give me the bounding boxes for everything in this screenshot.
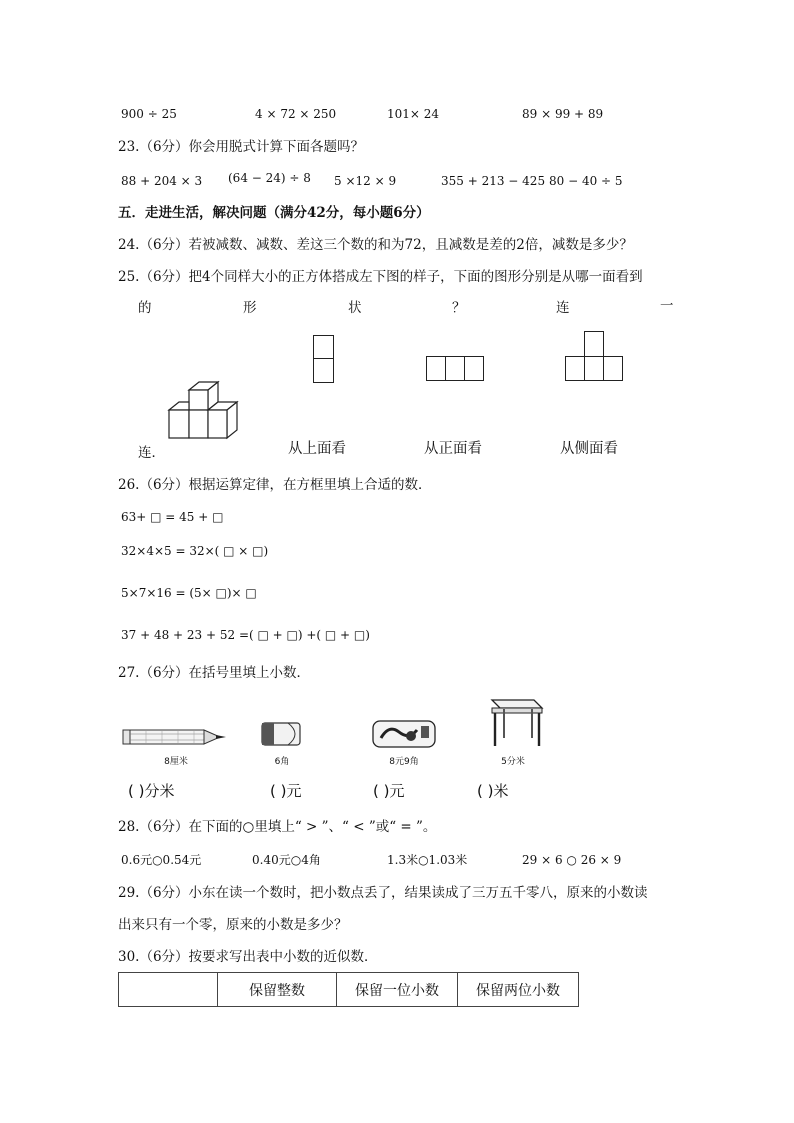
q22-expr-3: 101× 24 bbox=[387, 107, 440, 121]
q26-line-3: 5×7×16 = (5× □)× □ bbox=[121, 586, 257, 600]
pencil-case-label: 8元9角 bbox=[389, 757, 419, 767]
q28-item-3: 1.3米○1.03米 bbox=[387, 853, 468, 867]
front-view-square-1 bbox=[426, 356, 446, 381]
q26-title: 26.（6分）根据运算定律，在方框里填上合适的数． bbox=[118, 477, 432, 493]
q26-line-2: 32×4×5 = 32×( □ × □) bbox=[121, 544, 269, 558]
eraser-label: 6角 bbox=[274, 757, 290, 767]
q28-item-4: 29 × 6 ○ 26 × 9 bbox=[522, 853, 622, 867]
q26-line-1: 63+ □ = 45 + □ bbox=[121, 510, 224, 524]
q26-line-4: 37 + 48 + 23 + 52 =( □ + □) +( □ + □) bbox=[121, 628, 370, 642]
side-view-square-3 bbox=[603, 356, 623, 381]
q23-expr-5: 80 − 40 ÷ 5 bbox=[549, 174, 623, 188]
top-view-square-1 bbox=[313, 335, 334, 359]
q29-line2: 出来只有一个零，原来的小数是多少？ bbox=[118, 917, 348, 933]
q30-title: 30.（6分）按要求写出表中小数的近似数． bbox=[118, 949, 378, 965]
q25-word-5: 连 bbox=[556, 300, 570, 316]
table-header-row bbox=[119, 973, 579, 1007]
q25-word-4: ？ bbox=[452, 300, 466, 316]
answer-blank-yuan-1[interactable]: ( )元 bbox=[270, 782, 302, 800]
cube-stack-figure bbox=[163, 380, 243, 442]
side-view-square-2 bbox=[584, 356, 604, 381]
q25-word-2: 形 bbox=[243, 300, 257, 316]
q25-word-3: 状 bbox=[348, 300, 362, 316]
pencil-label: 8厘米 bbox=[164, 757, 188, 767]
q29-line1: 29.（6分）小东在读一个数时，把小数点丢了，结果读成了三万五千零八，原来的小数读 bbox=[118, 885, 648, 901]
table-header-cell: 保留整数 bbox=[218, 973, 337, 1007]
answer-blank-decimeter[interactable]: ( )分米 bbox=[128, 782, 175, 800]
caption-side-view: 从侧面看 bbox=[560, 441, 618, 457]
side-view-square-1 bbox=[565, 356, 585, 381]
front-view-square-3 bbox=[464, 356, 484, 381]
q28-item-1: 0.6元○0.54元 bbox=[121, 853, 202, 867]
q23-expr-4: 355 + 213 − 425 bbox=[441, 174, 546, 188]
q25-tail: 连． bbox=[138, 445, 165, 461]
answer-blank-meter[interactable]: ( )米 bbox=[477, 782, 509, 800]
stool-icon bbox=[486, 696, 548, 750]
q22-expr-4: 89 × 99 + 89 bbox=[522, 107, 604, 121]
caption-top-view: 从上面看 bbox=[288, 441, 346, 457]
q28-item-2: 0.40元○4角 bbox=[252, 853, 321, 867]
q23-expr-2: (64 − 24) ÷ 8 bbox=[228, 171, 311, 185]
q23-expr-1: 88 + 204 × 3 bbox=[121, 174, 203, 188]
q23-expr-3: 5 ×12 × 9 bbox=[334, 174, 397, 188]
q25-word-1: 的 bbox=[138, 300, 152, 316]
top-view-square-2 bbox=[313, 358, 334, 383]
q28-title: 28.（6分）在下面的○里填上“ > ”、“ < ”或“ = ”。 bbox=[118, 819, 437, 835]
q25-word-6: 一 bbox=[660, 298, 674, 314]
q24-text: 24.（6分）若被减数、减数、差这三个数的和为72，且减数是差的2倍，减数是多少？ bbox=[118, 237, 633, 253]
q25-line1: 25.（6分）把4个同样大小的正方体搭成左下图的样子，下面的图形分别是从哪一面看到 bbox=[118, 269, 643, 285]
side-view-square-top bbox=[584, 331, 604, 357]
table-header-cell: 保留两位小数 bbox=[458, 973, 579, 1007]
stool-label: 5分米 bbox=[501, 757, 525, 767]
eraser-icon bbox=[260, 719, 306, 749]
section-heading: 五．走进生活，解决问题（满分42分，每小题6分） bbox=[118, 205, 430, 221]
pencil-icon bbox=[122, 727, 230, 749]
pencil-case-icon bbox=[371, 718, 439, 750]
q22-expr-1: 900 ÷ 25 bbox=[121, 107, 177, 121]
rounding-table bbox=[118, 972, 579, 1007]
caption-front-view: 从正面看 bbox=[424, 441, 482, 457]
table-header-cell: 保留一位小数 bbox=[337, 973, 458, 1007]
answer-blank-yuan-2[interactable]: ( )元 bbox=[373, 782, 405, 800]
table-header-cell[interactable] bbox=[119, 973, 218, 1007]
q23-title: 23.（6分）你会用脱式计算下面各题吗？ bbox=[118, 139, 365, 155]
q27-title: 27.（6分）在括号里填上小数． bbox=[118, 665, 311, 681]
front-view-square-2 bbox=[445, 356, 465, 381]
q22-expr-2: 4 × 72 × 250 bbox=[255, 107, 337, 121]
